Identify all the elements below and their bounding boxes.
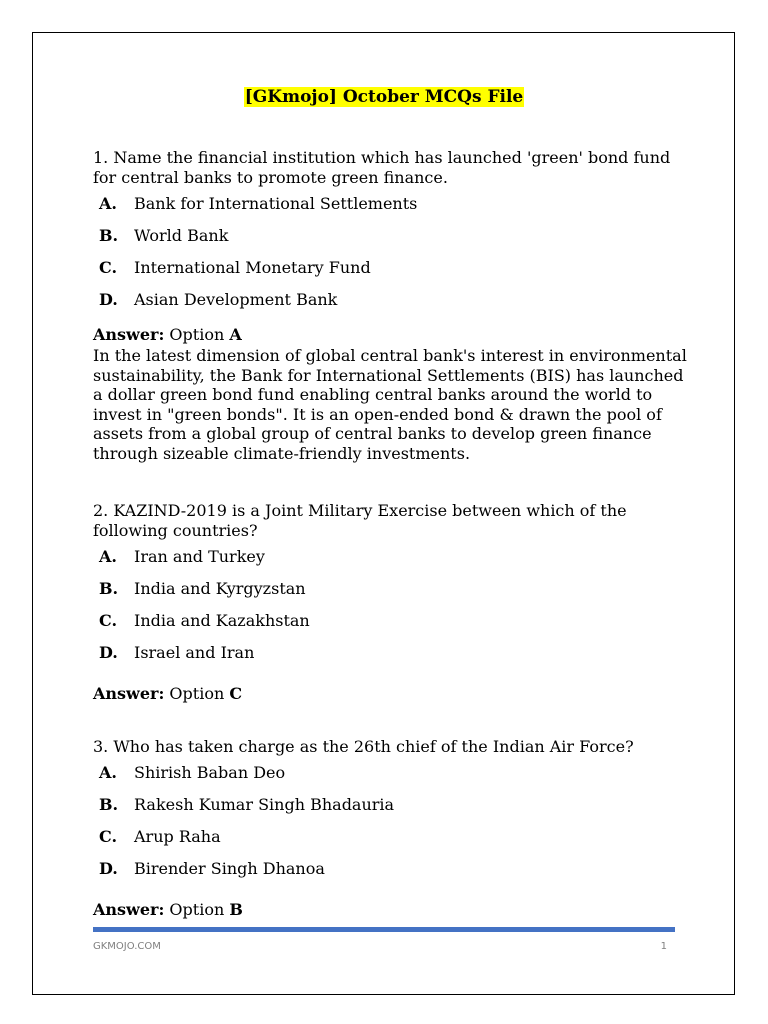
question-1-options [93, 192, 693, 320]
question-2 [93, 501, 693, 705]
question-3-text: 3. Who has taken charge as the 26th chief of the Indian Air Force? [93, 737, 634, 756]
footer-site: GKMOJO.COM [93, 941, 161, 952]
option-c [93, 256, 693, 288]
option-text: Rakesh Kumar Singh Bhadauria [134, 795, 395, 814]
option-text: World Bank [134, 226, 229, 245]
option-letter: B. [99, 226, 119, 245]
footer-divider [93, 927, 675, 932]
question-1 [93, 148, 693, 463]
option-a [93, 761, 693, 793]
answer-label: Answer: [93, 900, 165, 919]
option-text: Asian Development Bank [134, 290, 338, 309]
answer-prefix: Option [164, 684, 230, 703]
document-title-text: [GKmojo] October MCQs File [244, 87, 524, 107]
option-letter: A. [99, 547, 117, 566]
document-title [0, 86, 768, 108]
question-3 [93, 737, 693, 921]
option-text: India and Kazakhstan [134, 611, 310, 630]
option-d [93, 641, 693, 673]
answer-letter: B [229, 900, 243, 919]
question-3-options [93, 761, 693, 889]
option-text: Israel and Iran [134, 643, 255, 662]
answer-letter: C [229, 684, 243, 703]
option-letter: B. [99, 579, 119, 598]
option-d [93, 857, 693, 889]
option-letter: A. [99, 194, 117, 213]
option-letter: C. [99, 827, 118, 846]
answer-prefix: Option [164, 900, 230, 919]
answer-prefix: Option [164, 325, 230, 344]
question-1-explanation: In the latest dimension of global central bank's interest in environmental sustainability, the Bank for International Settlements (BIS) has launched a dollar green bond fund enabling central banks around the world to invest in "green bonds". It is an open-ended bond & drawn the pool of assets from a global group of central banks to develop green finance through sizeable climate-friendly investments. [93, 346, 687, 463]
option-letter: A. [99, 763, 117, 782]
answer-label: Answer: [93, 325, 165, 344]
option-b [93, 793, 693, 825]
option-d [93, 288, 693, 320]
option-text: Birender Singh Dhanoa [134, 859, 325, 878]
option-text: Arup Raha [134, 827, 221, 846]
question-2-text: 2. KAZIND-2019 is a Joint Military Exercise between which of the following countries? [93, 501, 627, 540]
option-c [93, 609, 693, 641]
option-text: Iran and Turkey [134, 547, 265, 566]
option-b [93, 224, 693, 256]
answer-letter: A [229, 325, 242, 344]
option-b [93, 577, 693, 609]
option-letter: C. [99, 258, 118, 277]
option-text: International Monetary Fund [134, 258, 371, 277]
option-letter: C. [99, 611, 118, 630]
question-1-answer [93, 324, 693, 346]
footer-page-number: 1 [660, 941, 667, 952]
option-text: India and Kyrgyzstan [134, 579, 306, 598]
option-text: Bank for International Settlements [134, 194, 418, 213]
option-c [93, 825, 693, 857]
option-letter: D. [99, 859, 118, 878]
option-letter: D. [99, 290, 118, 309]
option-text: Shirish Baban Deo [134, 763, 286, 782]
question-2-options [93, 545, 693, 673]
option-letter: B. [99, 795, 119, 814]
question-3-answer [93, 899, 693, 921]
answer-label: Answer: [93, 684, 165, 703]
question-2-answer [93, 683, 693, 705]
question-1-text: 1. Name the financial institution which has launched 'green' bond fund for central banks to promote green finance. [93, 148, 671, 187]
option-a [93, 192, 693, 224]
option-letter: D. [99, 643, 118, 662]
option-a [93, 545, 693, 577]
